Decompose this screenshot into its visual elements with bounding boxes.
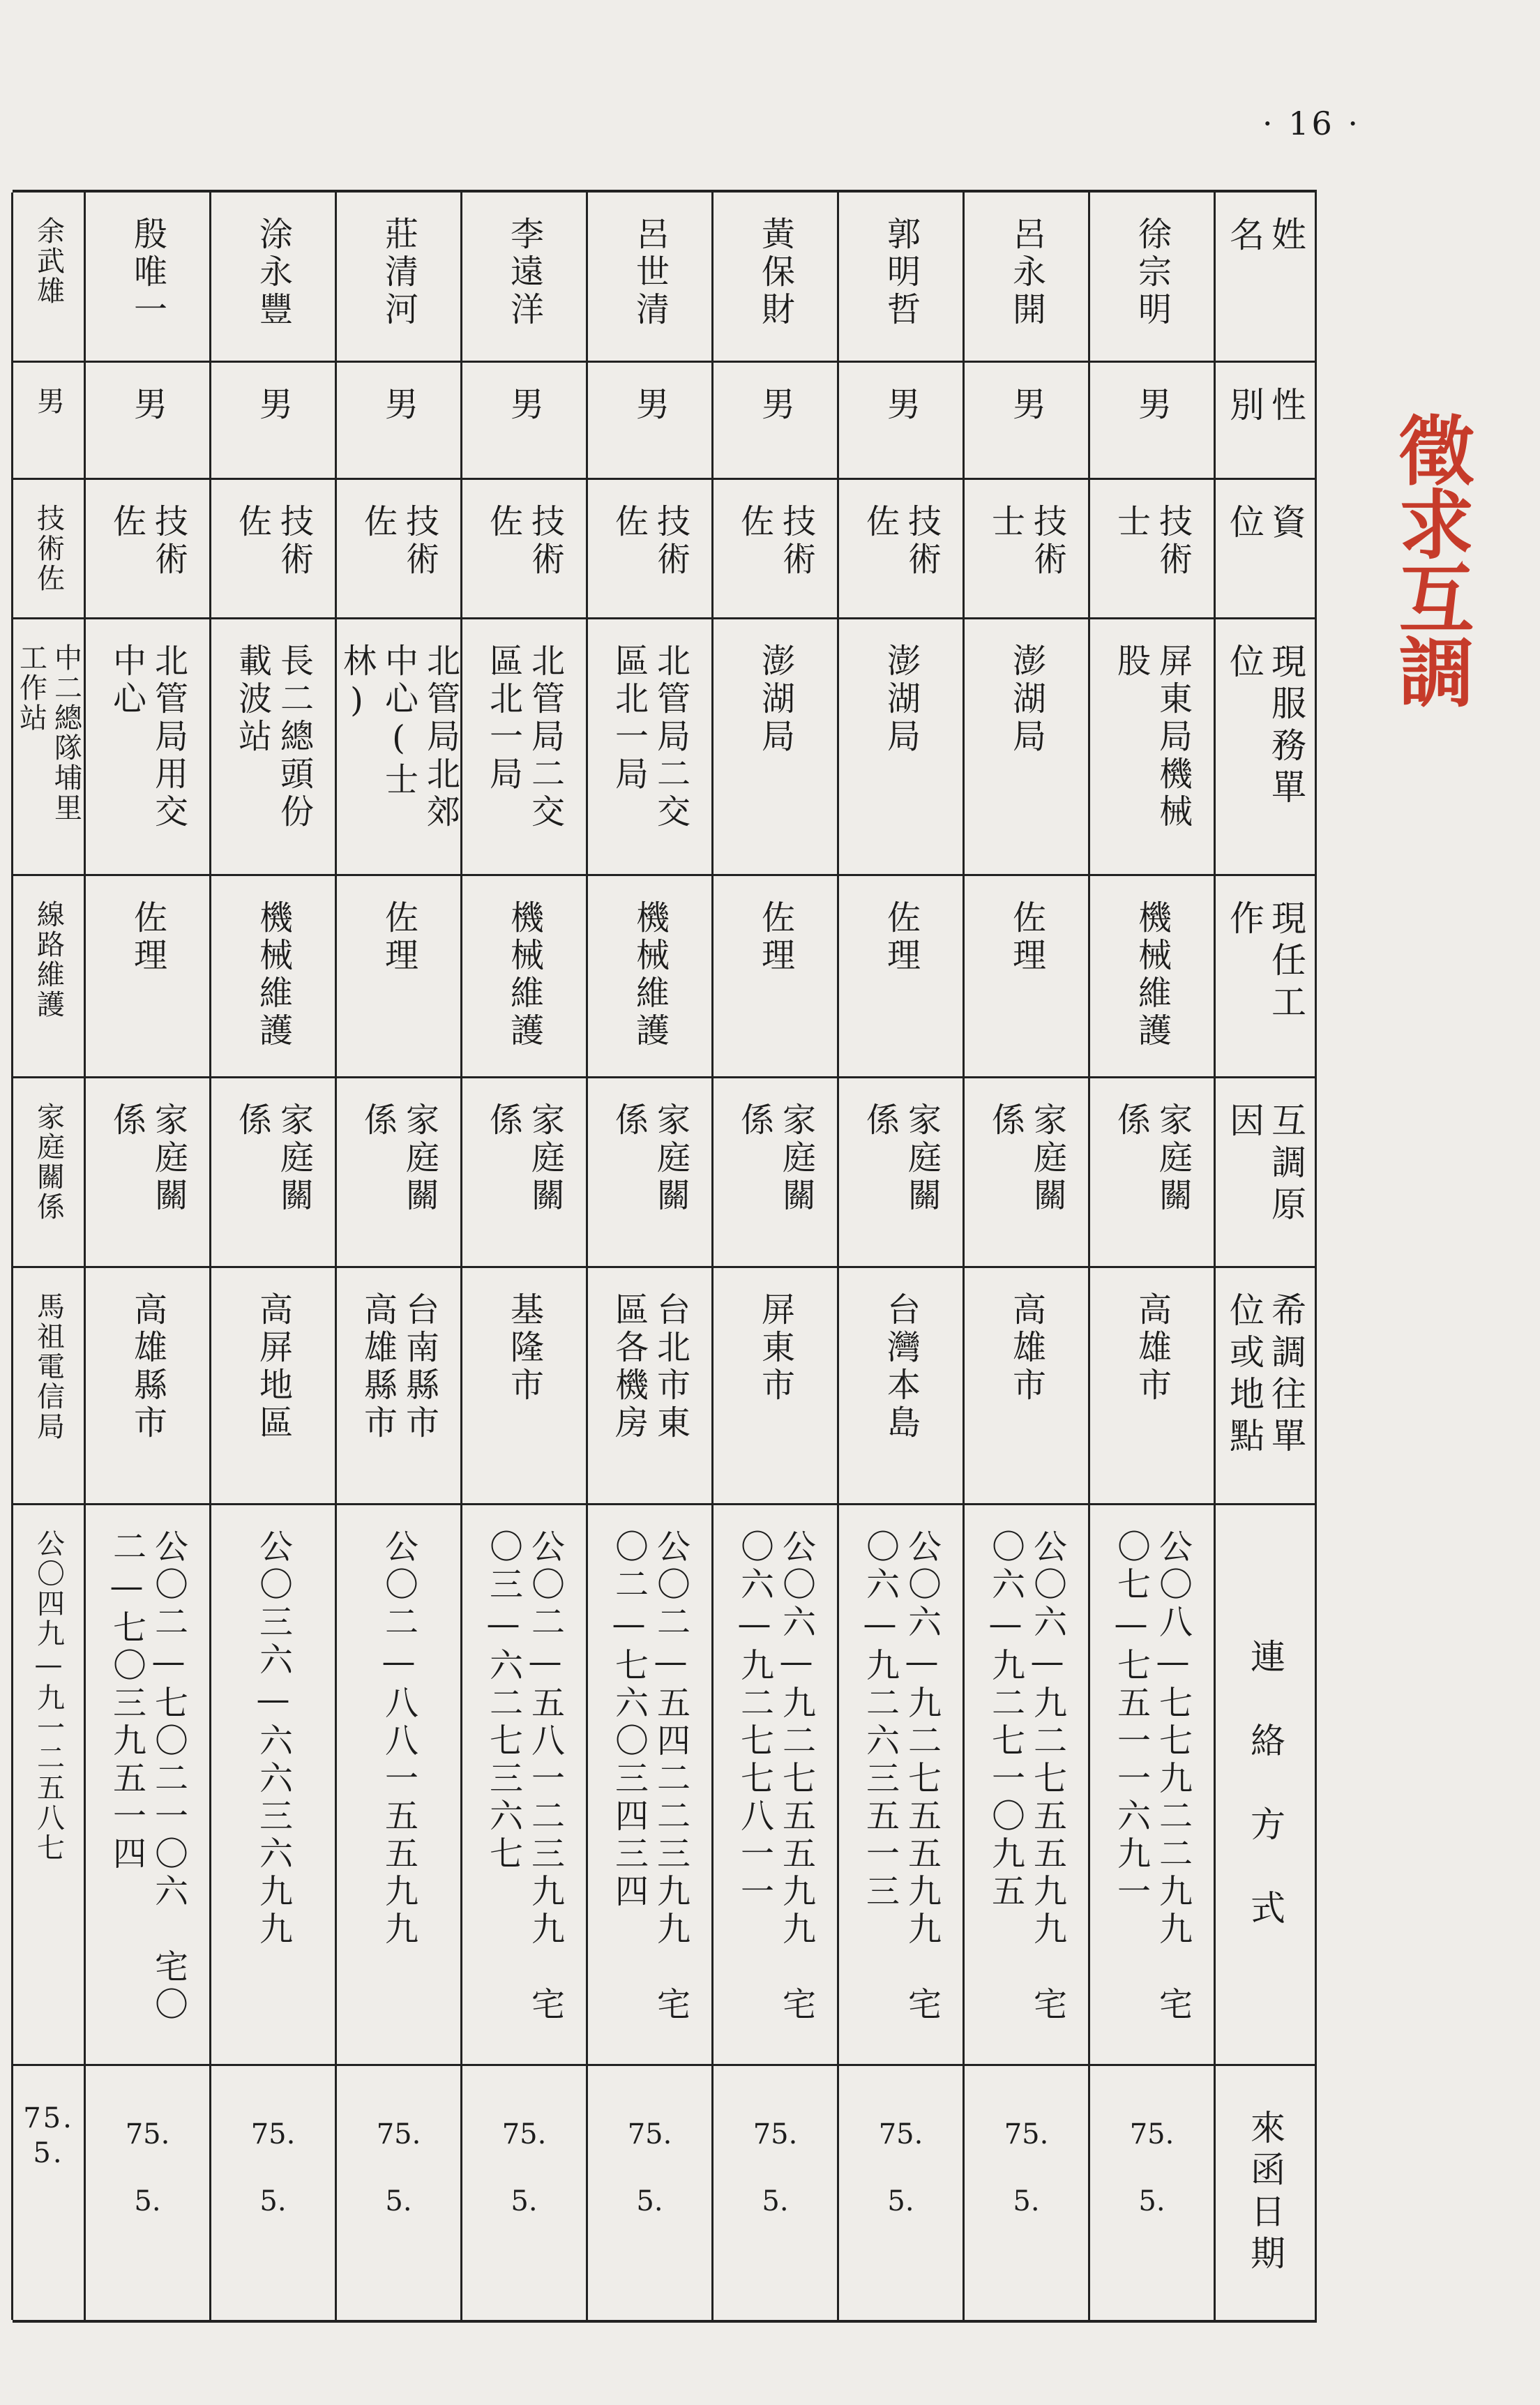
cell-name: 呂世清 xyxy=(588,193,711,363)
cell-reason: 家庭關係 xyxy=(965,1078,1088,1268)
table-row xyxy=(335,193,460,2320)
cell-unit: 中二總隊埔里工作站 xyxy=(13,619,84,876)
cell-date: 75. 5. xyxy=(250,2118,296,2217)
cell-sex: 男 xyxy=(337,363,460,480)
cell-contact: 公〇八—七七九二二九九 宅〇七—七五一一六九一 xyxy=(1090,1505,1214,2066)
header-unit: 現服務單位 xyxy=(1216,619,1315,876)
header-column xyxy=(1214,193,1317,2320)
cell-rank: 技術佐 xyxy=(588,480,711,619)
cell-reason: 家庭關係 xyxy=(714,1078,837,1268)
cell-target: 高雄市 xyxy=(965,1268,1088,1505)
cell-name: 郭明哲 xyxy=(839,193,962,363)
cell-name: 莊清河 xyxy=(337,193,460,363)
table-row xyxy=(962,193,1088,2320)
cell-unit: 北管局二交區北一局 xyxy=(588,619,711,876)
cell-job: 機械維護 xyxy=(462,876,586,1078)
cell-date: 75. 5. xyxy=(1129,2118,1175,2217)
cell-target: 高雄縣市 xyxy=(86,1268,209,1505)
cell-unit: 屏東局機械股 xyxy=(1090,619,1214,876)
cell-rank: 技術士 xyxy=(1090,480,1214,619)
page-title: 徵求互調 xyxy=(1386,412,1474,707)
cell-target: 馬祖電信局 xyxy=(13,1268,84,1505)
header-name: 姓 名 xyxy=(1216,193,1315,363)
cell-unit: 北管局北郊中心(士林) xyxy=(337,619,460,876)
header-rank: 資 位 xyxy=(1216,480,1315,619)
cell-contact: 公〇六—九二七五五九九 宅〇六—九二七七八一一 xyxy=(714,1505,837,2066)
cell-contact: 公〇二—八八一五五九九 xyxy=(337,1505,460,2066)
cell-name: 呂永開 xyxy=(965,193,1088,363)
cell-name: 余武雄 xyxy=(13,193,84,363)
cell-date: 75. 5. xyxy=(627,2118,672,2217)
cell-job: 機械維護 xyxy=(211,876,335,1078)
cell-sex: 男 xyxy=(839,363,962,480)
table-row xyxy=(837,193,962,2320)
header-reason: 互調原因 xyxy=(1216,1078,1315,1268)
cell-contact: 公〇二—七〇二一〇六 宅〇二—七〇三九五一四 xyxy=(86,1505,209,2066)
header-contact: 連 絡 方 式 xyxy=(1216,1505,1315,2066)
cell-name: 殷唯一 xyxy=(86,193,209,363)
cell-job: 佐理 xyxy=(839,876,962,1078)
header-job: 現任工作 xyxy=(1216,876,1315,1078)
cell-job: 機械維護 xyxy=(588,876,711,1078)
cell-sex: 男 xyxy=(13,363,84,480)
cell-reason: 家庭關係 xyxy=(337,1078,460,1268)
cell-date: 75. 5. xyxy=(501,2118,547,2217)
header-target: 希調往單位或地點 xyxy=(1216,1268,1315,1505)
table-row xyxy=(711,193,837,2320)
table-row xyxy=(209,193,335,2320)
cell-rank: 技術佐 xyxy=(13,480,84,619)
page-number: · 16 · xyxy=(1262,105,1361,142)
cell-target: 高屏地區 xyxy=(211,1268,335,1505)
cell-reason: 家庭關係 xyxy=(86,1078,209,1268)
cell-unit: 澎湖局 xyxy=(714,619,837,876)
header-sex: 性別 xyxy=(1216,363,1315,480)
cell-target: 台北市東區各機房 xyxy=(588,1268,711,1505)
cell-date: 75. 5. xyxy=(376,2118,421,2217)
cell-reason: 家庭關係 xyxy=(462,1078,586,1268)
cell-target: 台灣本島 xyxy=(839,1268,962,1505)
cell-rank: 技術佐 xyxy=(839,480,962,619)
table-row xyxy=(84,193,209,2320)
table-row xyxy=(460,193,586,2320)
cell-rank: 技術佐 xyxy=(211,480,335,619)
cell-rank: 技術佐 xyxy=(714,480,837,619)
cell-rank: 技術佐 xyxy=(86,480,209,619)
cell-contact: 公〇四九—九一二五八七 xyxy=(13,1505,84,2066)
cell-job: 佐理 xyxy=(86,876,209,1078)
cell-job: 機械維護 xyxy=(1090,876,1214,1078)
table-row xyxy=(1088,193,1214,2320)
cell-unit: 北管局用交中心 xyxy=(86,619,209,876)
cell-job: 線路維護 xyxy=(13,876,84,1078)
cell-job: 佐理 xyxy=(337,876,460,1078)
cell-name: 徐宗明 xyxy=(1090,193,1214,363)
cell-unit: 澎湖局 xyxy=(839,619,962,876)
cell-reason: 家庭關係 xyxy=(1090,1078,1214,1268)
cell-target: 台南縣市高雄縣市 xyxy=(337,1268,460,1505)
cell-target: 基隆市 xyxy=(462,1268,586,1505)
cell-contact: 公〇六—九二七五五九九 宅〇六—九二六三五一三 xyxy=(839,1505,962,2066)
cell-contact: 公〇三六—六六三六九九 xyxy=(211,1505,335,2066)
cell-sex: 男 xyxy=(588,363,711,480)
cell-rank: 技術佐 xyxy=(337,480,460,619)
cell-reason: 家庭關係 xyxy=(839,1078,962,1268)
cell-reason: 家庭關係 xyxy=(211,1078,335,1268)
cell-date: 75. 5. xyxy=(878,2118,923,2217)
cell-date: 75. 5. xyxy=(753,2118,798,2217)
cell-date: 75. 5. xyxy=(1004,2118,1049,2217)
cell-contact: 公〇二—五八一二三九九 宅〇三—六二七三六七 xyxy=(462,1505,586,2066)
cell-reason: 家庭關係 xyxy=(588,1078,711,1268)
cell-sex: 男 xyxy=(965,363,1088,480)
table-row xyxy=(586,193,711,2320)
cell-rank: 技術士 xyxy=(965,480,1088,619)
cell-job: 佐理 xyxy=(965,876,1088,1078)
cell-name: 黃保財 xyxy=(714,193,837,363)
listing-table xyxy=(13,190,1317,2323)
cell-reason: 家庭關係 xyxy=(13,1078,84,1268)
cell-unit: 澎湖局 xyxy=(965,619,1088,876)
cell-contact: 公〇二—五四二二三九九 宅〇二—七六〇三四三四 xyxy=(588,1505,711,2066)
cell-rank: 技術佐 xyxy=(462,480,586,619)
cell-sex: 男 xyxy=(714,363,837,480)
cell-sex: 男 xyxy=(211,363,335,480)
cell-target: 高雄市 xyxy=(1090,1268,1214,1505)
cell-unit: 北管局二交區北一局 xyxy=(462,619,586,876)
cell-unit: 長二總頭份載波站 xyxy=(211,619,335,876)
cell-name: 涂永豐 xyxy=(211,193,335,363)
cell-job: 佐理 xyxy=(714,876,837,1078)
cell-sex: 男 xyxy=(462,363,586,480)
cell-sex: 男 xyxy=(86,363,209,480)
cell-date: 75. 5. xyxy=(125,2118,170,2217)
cell-date: 75. 5. xyxy=(23,2102,74,2169)
cell-target: 屏東市 xyxy=(714,1268,837,1505)
cell-name: 李遠洋 xyxy=(462,193,586,363)
cell-sex: 男 xyxy=(1090,363,1214,480)
header-date: 來函日期 xyxy=(1245,2109,1285,2277)
cell-contact: 公〇六—九二七五五九九 宅〇六—九二七一〇九五 xyxy=(965,1505,1088,2066)
table-row xyxy=(11,193,84,2320)
